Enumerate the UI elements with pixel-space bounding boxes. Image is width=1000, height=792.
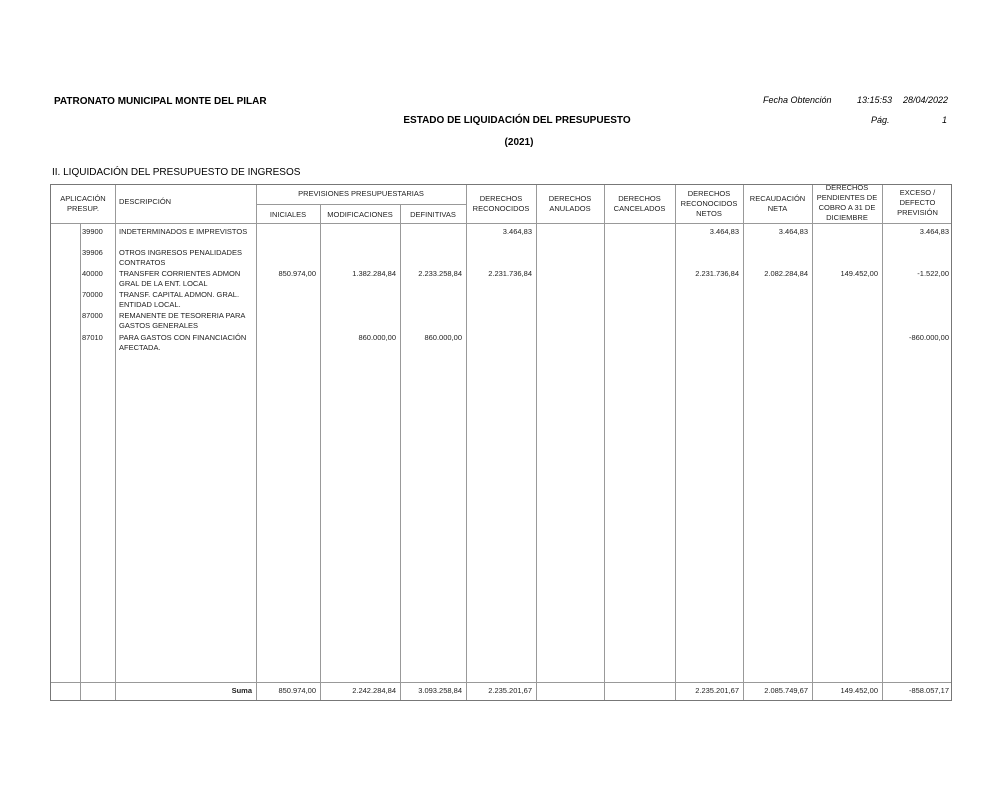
total-definitivas: 3.093.258,84 [418, 686, 462, 695]
col-divider [743, 185, 744, 700]
row-code: 39900 [82, 227, 103, 236]
row-reconocidos: 2.231.736,84 [488, 269, 532, 278]
row-description: OTROS INGRESOS PENALIDADES CONTRATOS [119, 248, 242, 267]
totals-label: Suma [231, 686, 252, 695]
col-divider [536, 185, 537, 700]
total-exceso: -858.057,17 [908, 686, 949, 695]
liquidation-table [50, 184, 952, 701]
col-divider [256, 185, 257, 700]
header-previsiones: PREVISIONES PRESUPUESTARIAS [298, 189, 424, 198]
row-description: INDETERMINADOS E IMPREVISTOS [119, 227, 248, 236]
header-aplicacion: APLICACIÓN PRESUP. [60, 194, 106, 213]
totals-line [51, 682, 951, 683]
header-recaudacion: RECAUDACIÓN NETA [749, 194, 806, 213]
row-recaudacion: 2.082.284,84 [764, 269, 808, 278]
row-reconocidos: 3.464,83 [502, 227, 532, 236]
row-code: 40000 [82, 269, 103, 278]
date-value: 28/04/2022 [903, 95, 949, 105]
row-pendientes: 149.452,00 [840, 269, 878, 278]
row-code: 87000 [82, 311, 103, 320]
header-anulados: DERECHOS ANULADOS [548, 194, 592, 213]
row-definitivas: 860.000,00 [424, 333, 462, 342]
header-modificaciones: MODIFICACIONES [327, 210, 393, 219]
col-divider [882, 185, 883, 700]
time-value: 13:15:53 [857, 95, 893, 105]
total-iniciales: 850.974,00 [278, 686, 316, 695]
fecha-label: Fecha Obtención [763, 95, 832, 105]
row-netos: 2.231.736,84 [695, 269, 739, 278]
header-bottom-line [51, 223, 951, 224]
row-description: TRANSFER CORRIENTES ADMON GRAL DE LA ENT. LOCAL [119, 269, 241, 288]
row-description: TRANSF. CAPITAL ADMON. GRAL. ENTIDAD LOCAL. [119, 290, 240, 309]
row-code: 70000 [82, 290, 103, 299]
header-definitivas: DEFINITIVAS [410, 210, 456, 219]
header-pendientes: DERECHOS PENDIENTES DE COBRO A 31 DE DICIEMBRE [816, 183, 878, 222]
row-exceso: 3.464,83 [919, 227, 949, 236]
header-reconocidos: DERECHOS RECONOCIDOS [472, 194, 530, 213]
row-description: PARA GASTOS CON FINANCIACIÓN AFECTADA. [119, 333, 247, 352]
row-recaudacion: 3.464,83 [778, 227, 808, 236]
row-netos: 3.464,83 [709, 227, 739, 236]
report-year: (2021) [504, 137, 534, 148]
total-reconocidos: 2.235.201,67 [488, 686, 532, 695]
row-exceso: -860.000,00 [908, 333, 949, 342]
row-code: 39906 [82, 248, 103, 257]
col-divider [80, 223, 81, 700]
row-exceso: -1.522,00 [917, 269, 949, 278]
col-divider [115, 185, 116, 700]
row-iniciales: 850.974,00 [278, 269, 316, 278]
total-pendientes: 149.452,00 [840, 686, 878, 695]
total-modificaciones: 2.242.284,84 [352, 686, 396, 695]
header-netos: DERECHOS RECONOCIDOS NETOS [680, 189, 738, 218]
section-title: II. LIQUIDACIÓN DEL PRESUPUESTO DE INGRESOS [52, 167, 301, 178]
row-modificaciones: 1.382.284,84 [352, 269, 396, 278]
row-modificaciones: 860.000,00 [358, 333, 396, 342]
header-exceso: EXCESO / DEFECTO PREVISIÓN [897, 188, 938, 217]
row-definitivas: 2.233.258,84 [418, 269, 462, 278]
row-description: REMANENTE DE TESORERIA PARA GASTOS GENERALES [119, 311, 246, 330]
total-netos: 2.235.201,67 [695, 686, 739, 695]
header-iniciales: INICIALES [269, 210, 307, 219]
col-divider [466, 185, 467, 700]
col-divider [675, 185, 676, 700]
header-subdivider [256, 204, 466, 205]
page-number: 1 [942, 115, 948, 125]
header-descripcion: DESCRIPCIÓN [119, 197, 172, 206]
report-title: ESTADO DE LIQUIDACIÓN DEL PRESUPUESTO [403, 115, 631, 126]
page-label: Pág. [871, 115, 890, 125]
col-divider [604, 185, 605, 700]
total-recaudacion: 2.085.749,67 [764, 686, 808, 695]
header-cancelados: DERECHOS CANCELADOS [613, 194, 666, 213]
organization-name: PATRONATO MUNICIPAL MONTE DEL PILAR [54, 96, 267, 107]
col-divider [812, 185, 813, 700]
row-code: 87010 [82, 333, 103, 342]
